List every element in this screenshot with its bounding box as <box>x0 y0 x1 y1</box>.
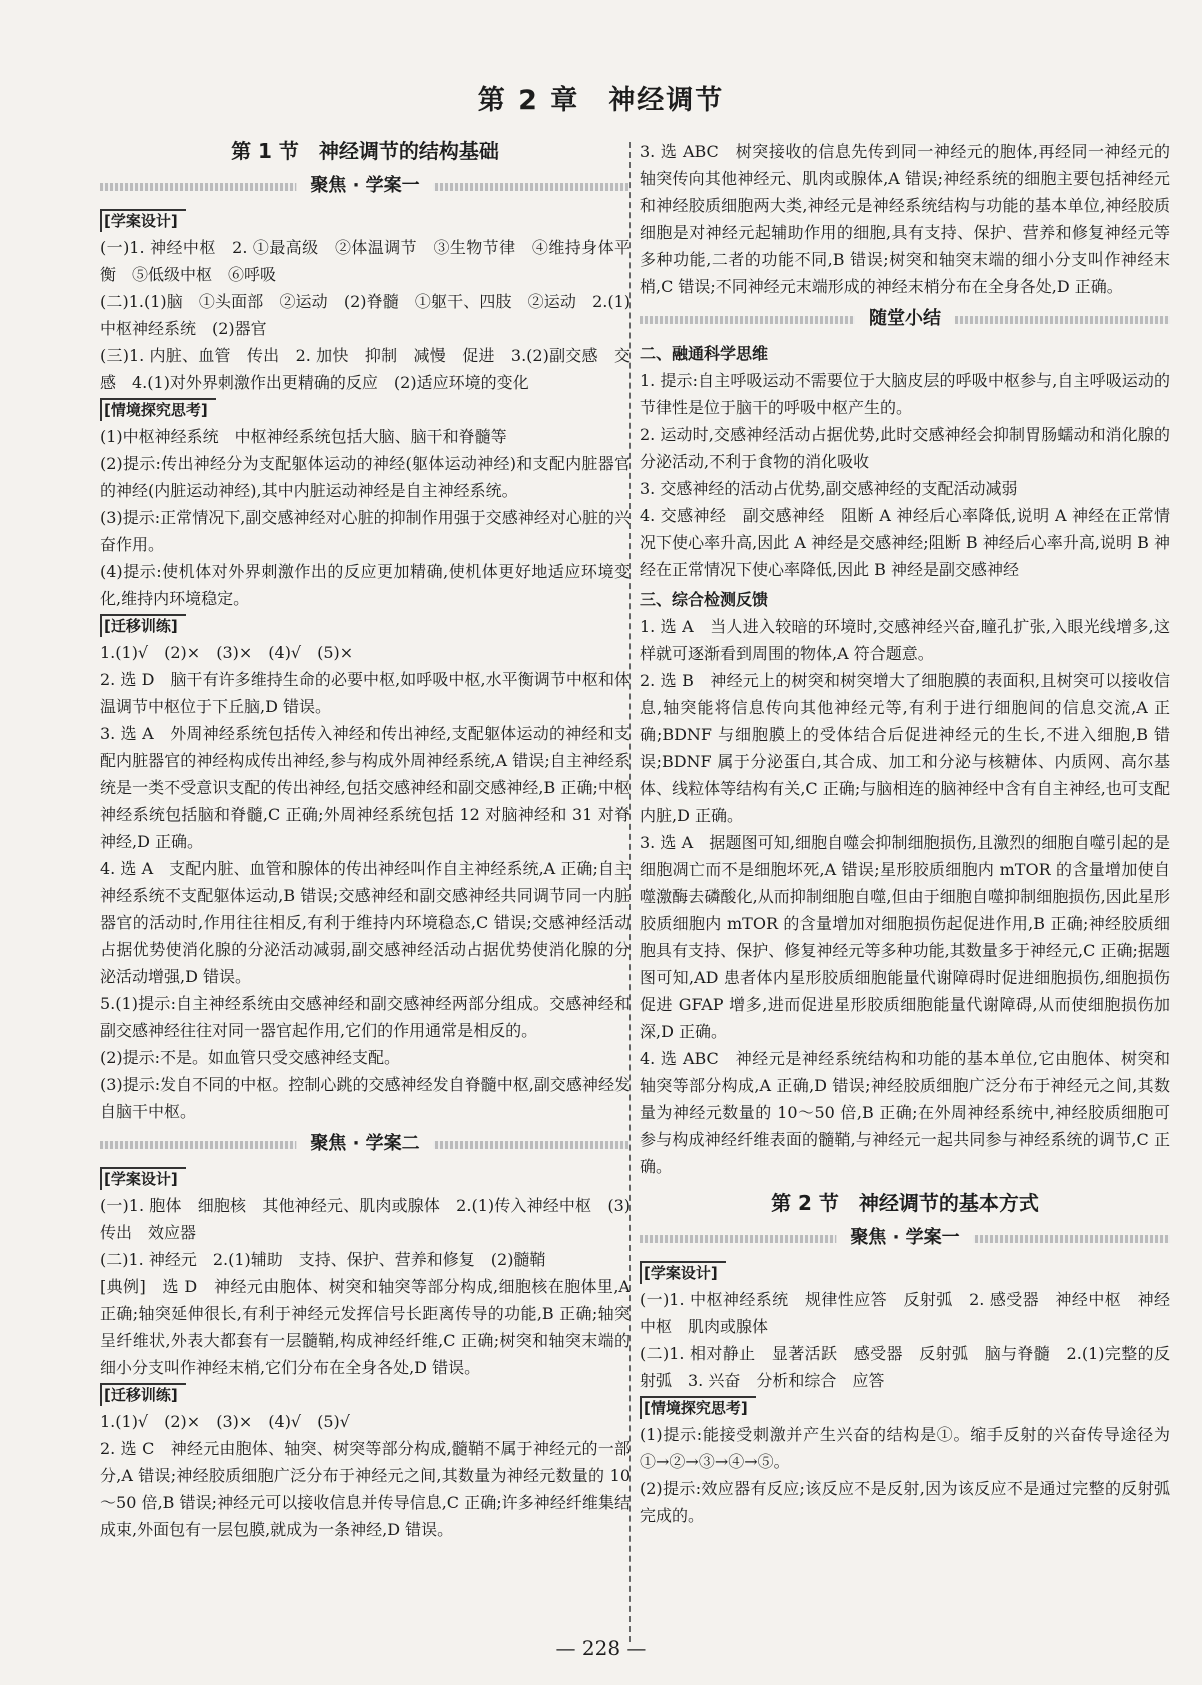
column-divider <box>629 142 631 1642</box>
band-label: 随堂小结 <box>855 304 955 334</box>
subheading: 三、综合检测反馈 <box>640 590 769 609</box>
band-label: 聚焦 · 学案二 <box>296 1129 433 1159</box>
band-header <box>640 1223 1170 1253</box>
summary-item: 1. 提示:自主呼吸运动不需要位于大脑皮层的呼吸中枢参与,自主呼吸运动的节律性是位于脑干的呼吸中枢产生的。 <box>640 371 1170 417</box>
think-item: (2)提示:传出神经分为支配躯体运动的神经(躯体运动神经)和支配内脏器官的神经(内脏运动神经),其中内脏运动神经是自主神经系统。 <box>100 454 630 500</box>
summary-item: 3. 交感神经的活动占优势,副交感神经的支配活动减弱 <box>640 479 1018 498</box>
think-item: (1)提示:能接受刺激并产生兴奋的结构是①。缩手反射的兴奋传导途径为①→②→③→④→⑤。 <box>640 1425 1170 1471</box>
tag-design: [学案设计] <box>100 209 186 232</box>
train-item: 3. 选 ABC 树突接收的信息先传到同一神经元的胞体,再经同一神经元的轴突传向其他神经元、肌肉或腺体,A 错误;神经系统的细胞主要包括神经元和神经胶质细胞两大类,神经元是神经系统结构与功能的基本单位,神经胶质细胞是对神经元起辅助作用的细胞,具有支持、保护、营养和修复神经元等多种功能,二者的功能不同,B 错误;树突和轴突末端的细小分支叫作神经末梢,C 错误;不同神经元末端形成的神经末梢分布在全身各处,D 正确。 <box>640 142 1170 296</box>
section-title: 第 1 节 神经调节的结构基础 <box>231 139 499 163</box>
tag-think: [情境探究思考] <box>640 1396 756 1419</box>
band-header <box>640 304 1170 334</box>
train-item: 4. 选 A 支配内脏、血管和腺体的传出神经叫作自主神经系统,A 正确;自主神经系统不支配躯体运动,B 错误;交感神经和副交感神经共同调节同一内脏器官的活动时,作用往往相反,有利于维持内环境稳态,C 错误;交感神经活动占据优势使消化腺的分泌活动减弱,副交感神经活动占据优势使消化腺的分泌活动增强,D 错误。 <box>100 859 630 986</box>
train-item: 2. 选 C 神经元由胞体、轴突、树突等部分构成,髓鞘不属于神经元的一部分,A 错误;神经胶质细胞广泛分布于神经元之间,其数量为神经元数量的 10～50 倍,B 错误;神经元可以接收信息并传导信息,C 正确;许多神经纤维集结成束,外面包有一层包膜,就成为一条神经,D 错误。 <box>100 1439 630 1539</box>
design-item: (二)1.(1)脑 ①头面部 ②运动 (2)脊髓 ①躯干、四肢 ②运动 2.(1)中枢神经系统 (2)器官 <box>100 292 630 338</box>
train-item: 3. 选 A 外周神经系统包括传入神经和传出神经,支配躯体运动的神经和支配内脏器官的神经构成传出神经,参与构成外周神经系统,A 错误;自主神经系统是一类不受意识支配的传出神经,包括交感神经和副交感神经,B 正确;中枢神经系统包括脑和脊髓,C 正确;外周神经系统包括 12 对脑神经和 31 对脊神经,D 正确。 <box>100 724 630 851</box>
summary-item: 2. 运动时,交感神经活动占据优势,此时交感神经会抑制胃肠蠕动和消化腺的分泌活动,不利于食物的消化吸收 <box>640 425 1170 471</box>
subheading: 二、融通科学思维 <box>640 344 769 363</box>
summary-item: 4. 交感神经 副交感神经 阻断 A 神经后心率降低,说明 A 神经在正常情况下使心率升高,因此 A 神经是交感神经;阻断 B 神经后心率升高,说明 B 神经在正常情况下使心率降低,因此 B 神经是副交感神经 <box>640 506 1170 579</box>
design-item: (一)1. 神经中枢 2. ①最高级 ②体温调节 ③生物节律 ④维持身体平衡 ⑤低级中枢 ⑥呼吸 <box>100 238 630 284</box>
check-item: 2. 选 B 神经元上的树突和树突增大了细胞膜的表面积,且树突可以接收信息,轴突能将信息传向其他神经元等,有利于进行细胞间的信息交流,A 正确;BDNF 与细胞膜上的受体结合后促进神经元的生长,不进入细胞,B 错误;BDNF 属于分泌蛋白,其合成、加工和分泌与核糖体、内质网、高尔基体、线粒体等结构有关,C 正确;与脑相连的脑神经中含有自主神经,也可支配内脏,D 正确。 <box>640 671 1170 825</box>
think-item: (1)中枢神经系统 中枢神经系统包括大脑、脑干和脊髓等 <box>100 427 507 446</box>
train-item: 5.(1)提示:自主神经系统由交感神经和副交感神经两部分组成。交感神经和副交感神经往往对同一器官起作用,它们的作用通常是相反的。 <box>100 994 630 1040</box>
tag-design: [学案设计] <box>100 1167 186 1190</box>
page-number: — 228 — <box>555 1636 647 1660</box>
tag-think: [情境探究思考] <box>100 398 216 421</box>
design-item: (一)1. 胞体 细胞核 其他神经元、肌肉或腺体 2.(1)传入神经中枢 (3)传出 效应器 <box>100 1196 630 1242</box>
band-label: 聚焦 · 学案一 <box>296 171 433 201</box>
chapter-title: 第 2 章 神经调节 <box>477 85 725 116</box>
band-header <box>100 171 630 201</box>
design-item: (一)1. 中枢神经系统 规律性应答 反射弧 2. 感受器 神经中枢 神经中枢 肌肉或腺体 <box>640 1290 1170 1336</box>
tag-design: [学案设计] <box>640 1261 726 1284</box>
train-item: 2. 选 D 脑干有许多维持生命的必要中枢,如呼吸中枢,水平衡调节中枢和体温调节中枢位于下丘脑,D 错误。 <box>100 670 630 716</box>
right-column <box>640 138 1170 1529</box>
check-item: 3. 选 A 据题图可知,细胞自噬会抑制细胞损伤,且激烈的细胞自噬引起的是细胞凋亡而不是细胞坏死,A 错误;星形胶质细胞内 mTOR 的含量增加使自噬激酶去磷酸化,从而抑制细胞自噬,但由于细胞自噬抑制细胞损伤,因此星形胶质细胞内 mTOR 的含量增加对细胞损伤起促进作用,B 正确;神经胶质细胞具有支持、保护、修复神经元等多种功能,其数量多于神经元,C 正确;据题图可知,AD 患者体内星形胶质细胞能量代谢障碍时促进细胞损伤,细胞损伤促进 GFAP 增多,进而促进星形胶质细胞能量代谢障碍,从而使细胞损伤加深,D 正确。 <box>640 833 1170 1041</box>
think-item: (3)提示:正常情况下,副交感神经对心脏的抑制作用强于交感神经对心脏的兴奋作用。 <box>100 508 630 554</box>
band-header <box>100 1129 630 1159</box>
design-item: (二)1. 神经元 2.(1)辅助 支持、保护、营养和修复 (2)髓鞘 <box>100 1250 546 1269</box>
band-label: 聚焦 · 学案一 <box>836 1223 973 1253</box>
example-item: [典例] 选 D 神经元由胞体、树突和轴突等部分构成,细胞核在胞体里,A 正确;轴突延伸很长,有利于神经元发挥信号长距离传导的功能,B 正确;轴突呈纤维状,外表大都套有一层髓鞘,构成神经纤维,C 正确;树突和轴突末端的细小分支叫作神经末梢,它们分布在全身各处,D 错误。 <box>100 1277 630 1377</box>
left-column <box>100 138 630 1543</box>
design-item: (三)1. 内脏、血管 传出 2. 加快 抑制 减慢 促进 3.(2)副交感 交感 4.(1)对外界刺激作出更精确的反应 (2)适应环境的变化 <box>100 346 630 392</box>
section-title: 第 2 节 神经调节的基本方式 <box>771 1191 1039 1215</box>
train-item: (2)提示:不是。如血管只受交感神经支配。 <box>100 1048 401 1067</box>
train-item: 1.(1)√ (2)× (3)× (4)√ (5)√ <box>100 1412 350 1431</box>
train-item: (3)提示:发自不同的中枢。控制心跳的交感神经发自脊髓中枢,副交感神经发自脑干中枢。 <box>100 1075 630 1121</box>
think-item: (2)提示:效应器有反应;该反应不是反射,因为该反应不是通过完整的反射弧完成的。 <box>640 1479 1170 1525</box>
think-item: (4)提示:使机体对外界刺激作出的反应更加精确,使机体更好地适应环境变化,维持内环境稳定。 <box>100 562 630 608</box>
tag-train: [迁移训练] <box>100 1383 186 1406</box>
check-item: 1. 选 A 当人进入较暗的环境时,交感神经兴奋,瞳孔扩张,入眼光线增多,这样就可逐渐看到周围的物体,A 符合题意。 <box>640 617 1170 663</box>
design-item: (二)1. 相对静止 显著活跃 感受器 反射弧 脑与脊髓 2.(1)完整的反射弧 3. 兴奋 分析和综合 应答 <box>640 1344 1170 1390</box>
tag-train: [迁移训练] <box>100 614 186 637</box>
check-item: 4. 选 ABC 神经元是神经系统结构和功能的基本单位,它由胞体、树突和轴突等部分构成,A 正确,D 错误;神经胶质细胞广泛分布于神经元之间,其数量为神经元数量的 10～50 倍,B 正确;在外周神经系统中,神经胶质细胞可参与构成神经纤维表面的髓鞘,与神经元一起共同参与神经系统的调节,C 正确。 <box>640 1049 1170 1176</box>
train-item: 1.(1)√ (2)× (3)× (4)√ (5)× <box>100 643 354 662</box>
